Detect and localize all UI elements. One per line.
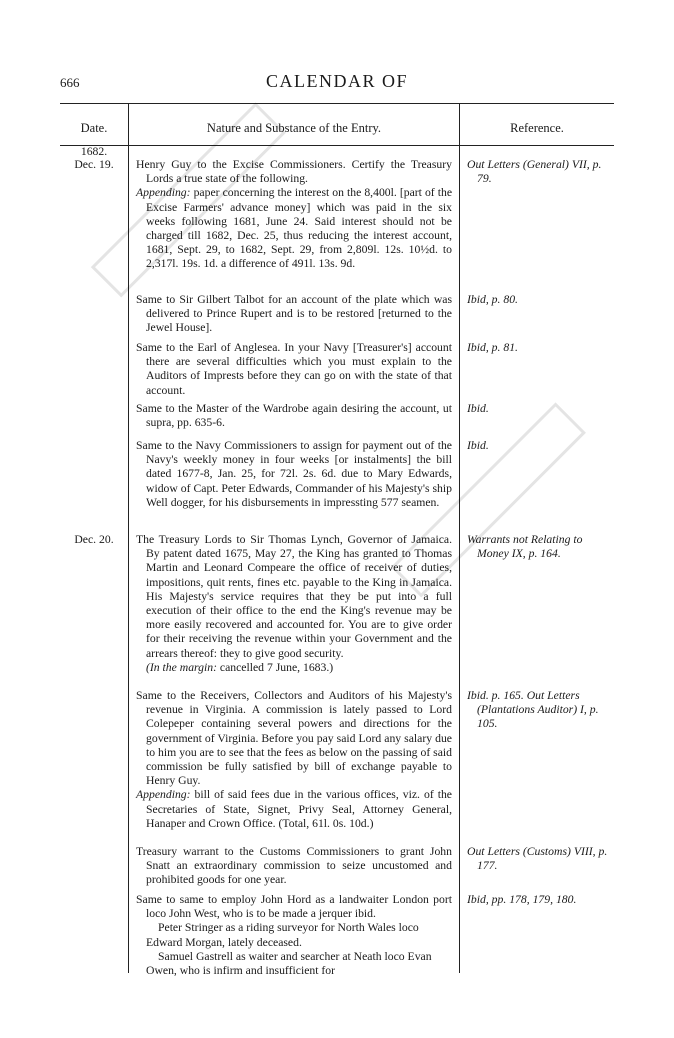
appending-label: Appending:	[136, 788, 191, 802]
entry-text	[136, 402, 452, 430]
entry-subitem: Samuel Gastrell as waiter and searcher at Neath loco Evan Owen, who is infirm and insufficient for	[146, 949, 432, 978]
entry-text	[136, 845, 452, 888]
entry-text	[136, 893, 452, 978]
entry-body: Same to the Earl of Anglesea. In your Navy [Treasurer's] account there are several difficulties which you must explain to the Auditors of Imprests before they can go on with the state of that account.	[136, 341, 452, 397]
entry-date: Dec. 19.	[74, 158, 114, 171]
entry-reference	[467, 845, 615, 873]
entry-body: The Treasury Lords to Sir Thomas Lynch, Governor of Jamaica. By patent dated 1675, May 27, the King has granted to Thomas Martin and Leonard Compeare the office of receiver of duties, impositions, quit rents, fines etc. payable to the King in Jamaica. His Majesty's service requires that they be put into a full execution of their office to the end the King's revenue may be more easily recovered and accounted for. You are to give order for their receiving the revenue within your Government and the arrears thereof: they to give good security.	[136, 533, 452, 660]
entry-reference	[467, 341, 615, 355]
entry-body: Same to the Receivers, Collectors and Auditors of his Majesty's revenue in Virginia. A commission is lately passed to Lord Colepeper containing several powers and directions for the government of Virginia. Before you pay said Lord any salary due to him you are to see that the fees as below on the passing of said commission be fully satisfied by bill of exchange payable to Henry Guy.	[136, 689, 452, 788]
table-header-rule	[60, 145, 614, 146]
entry-text	[136, 533, 452, 675]
entry-body: Henry Guy to the Excise Commissioners. Certify the Treasury Lords a true state of the following.	[136, 158, 452, 186]
entry-margin-note	[136, 661, 452, 675]
appending-text: bill of said fees due in the various offices, viz. of the Secretaries of State, Signet, Privy Seal, Attorney General, Hanaper and Crown Office. (Total, 61l. 0s. 10d.)	[146, 788, 452, 830]
appending-label: Appending:	[136, 186, 191, 200]
page-number: 666	[60, 75, 80, 90]
table-top-rule	[60, 103, 614, 104]
reference-text: Out Letters (Customs) VIII, p. 177.	[467, 845, 608, 873]
entry-reference	[467, 158, 615, 186]
entry-reference	[467, 439, 615, 453]
reference-text: Warrants not Relating to Money IX, p. 164.	[467, 533, 583, 561]
entry-body: Treasury warrant to the Customs Commissioners to grant John Snatt an extraordinary commission to seize uncustomed and prohibited goods for one year.	[136, 845, 452, 887]
column-divider-1	[128, 103, 129, 973]
entry-date: Dec. 20.	[74, 533, 114, 546]
margin-label: (In the margin:	[146, 660, 217, 674]
entry-text	[136, 341, 452, 398]
entry-text	[136, 439, 452, 510]
appending-text: paper concerning the interest on the 8,400l. [part of the Excise Farmers' advance money] which was paid in the six weeks following 1681, June 24. Said interest should not be charged till 1682, Dec. 25, thus reducing the interest account, 1681, Sept. 29, to 1682, Sept. 29, from 2,809l. 12s. 10½d. to 2,317l. 19s. 1d. a difference of 491l. 13s. 9d.	[146, 186, 453, 271]
reference-text: Ibid, p. 81.	[467, 341, 518, 354]
reference-text: Ibid.	[467, 439, 489, 452]
running-head: CALENDAR OF	[265, 71, 408, 91]
entry-year	[60, 146, 128, 158]
entry-appending	[136, 186, 452, 271]
margin-note-text: cancelled 7 June, 1683.)	[219, 660, 334, 674]
reference-text: Out Letters (General) VII, p. 79.	[467, 158, 602, 186]
entry-body: Same to the Navy Commissioners to assign for payment out of the Navy's weekly money in four weeks [or instalments] the bill dated 1677-8, Jan. 25, for 72l. 2s. 6d. due to Mary Edwards, widow of Capt. Peter Edwards, Commander of his Majesty's ship Well dogger, for his disbursements in impressting 577 seamen.	[136, 439, 452, 509]
reference-text: Ibid.	[467, 402, 489, 415]
reference-text: Ibid, pp. 178, 179, 180.	[467, 893, 577, 906]
entry-reference	[467, 893, 615, 907]
entry-body: Same to same to employ John Hord as a landwaiter London port loco John West, who is to be made a jerquer ibid.	[136, 893, 452, 921]
entry-year-text: 1682.	[80, 145, 108, 158]
entry-body: Same to Sir Gilbert Talbot for an account of the plate which was delivered to Prince Rupert and is to be restored [returned to the Jewel House].	[136, 293, 452, 335]
entry-text	[136, 293, 452, 336]
header-reference: Reference.	[510, 121, 564, 135]
reference-text: Ibid. p. 165. Out Letters (Plantations Auditor) I, p. 105.	[467, 689, 599, 731]
entry-reference	[467, 402, 615, 416]
header-nature: Nature and Substance of the Entry.	[206, 121, 382, 135]
entry-text	[136, 689, 452, 831]
entry-reference	[467, 689, 615, 732]
entry-subitem: Peter Stringer as a riding surveyor for North Wales loco Edward Morgan, lately deceased.	[146, 921, 419, 949]
entry-appending	[136, 788, 452, 831]
entry-reference	[467, 293, 615, 307]
column-divider-2	[459, 103, 460, 973]
entry-reference	[467, 533, 615, 561]
entry-body: Same to the Master of the Wardrobe again desiring the account, ut supra, pp. 635-6.	[136, 402, 452, 430]
header-date: Date.	[80, 121, 108, 135]
reference-text: Ibid, p. 80.	[467, 293, 518, 306]
entry-text	[136, 158, 452, 272]
